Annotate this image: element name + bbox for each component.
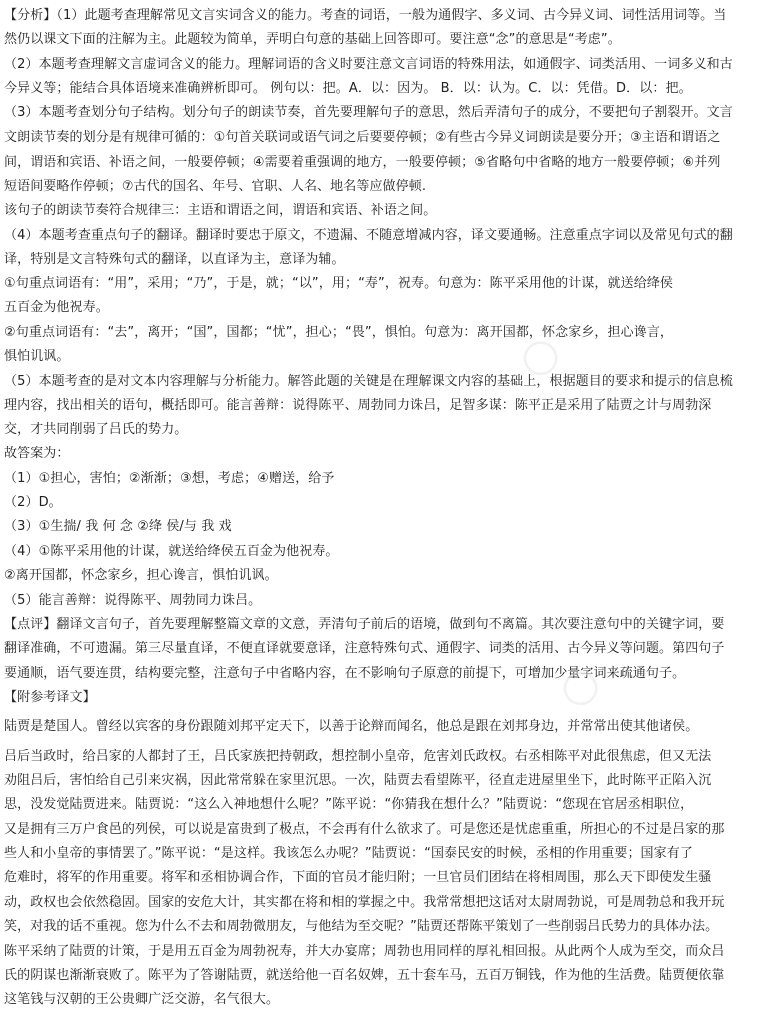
text-line: 动，政权也会依然稳固。国家的安危大计，其实都在将和相的掌握之中。我常常想把这话对太尉周勃说，可是周勃总和我开玩: [4, 895, 725, 910]
text-line: 些人和小皇帝的事情罢了。”陈平说：“是这样。我该怎么办呢？”陆贾说：“国泰民安的时候，丞相的作用重要；国家有了: [4, 846, 693, 861]
text-line: 惧怕讥讽。: [4, 349, 70, 364]
text-line: 译，特别是文言特殊句式的翻译，以直译为主，意译为辅。: [4, 252, 345, 267]
text-line: 交，才共同削弱了吕氏的势力。: [4, 422, 188, 437]
text-line: （2）本题考查理解文言虚词含义的能力。理解词语的含义时要注意文言词语的特殊用法，如通假字、词类活用、一词多义和古: [4, 57, 733, 72]
text-line: 要通顺，语气要连贯，结构要完整，注意句子中省略内容，在不影响句子原意的前提下，可增加少量字词来疏通句子。: [4, 666, 686, 681]
text-line: （1）①担心，害怕；②渐渐；③想，考虑；④赠送，给予: [4, 471, 335, 486]
text-line: （4）①陈平采用他的计谋，就送给绛侯五百金为他祝寿。: [4, 544, 339, 559]
text-line: 氏的阴谋也渐渐衰败了。陈平为了答谢陆贾，就送给他一百名奴婢，五十套车马，五百万铜钱，作为他的生活费。陆贾便依靠: [4, 968, 725, 983]
text-line: 笑，对我的话不重视。您为什么不去和周勃微朋友，与他结为至交呢？”陆贾还帮陈平策划了一些削弱吕氏势力的具体办法。: [4, 919, 719, 934]
text-line: 思，没发觉陆贾进来。陆贾说：“这么入神地想什么呢？”陈平说：“你猜我在想什么？”陆贾说：“您现在官居丞相职位，: [4, 797, 694, 812]
text-line: 【附参考译文】: [4, 690, 96, 705]
text-line: 危难时，将军的作用重要。将军和丞相协调合作，下面的官员才能归附；一旦官员们团结在将相周围，那么天下即使发生骚: [4, 870, 712, 885]
text-line: （2）D。: [4, 495, 62, 510]
watermark-mark: ○: [550, 653, 609, 718]
text-line: 然仍以课文下面的注解为主。此题较为简单，弄明白句意的基础上回答即可。要注意“念”的意思是“考虑”。: [4, 32, 621, 47]
text-line: 五百金为他祝寿。: [4, 300, 109, 315]
text-line: 理内容，找出相关的语句，概括即可。能言善辩：说得陈平、周勃同力诛吕，足智多谋：陈平正是采用了陆贾之计与周勃深: [4, 398, 712, 413]
text-line: 【点评】翻译文言句子，首先要理解整篇文章的文意，弄清句子前后的语境，做到句不离篇。其次要注意句中的关键字词，要: [4, 617, 725, 632]
text-line: 又是拥有三万户食邑的列侯，可以说是富贵到了极点，不会再有什么欲求了。可是您还是忧虑重重，所担心的不过是吕家的那: [4, 822, 725, 837]
text-line: 该句子的朗读节奏符合规律三：主语和谓语之间，谓语和宾语、补语之间。: [4, 203, 437, 218]
text-line: （5）本题考查的是对文本内容理解与分析能力。解答此题的关键是在理解课文内容的基础上，根据题目的要求和提示的信息梳: [4, 374, 733, 389]
text-line: ②句重点词语有：“去”，离开；“国”，国都；“忧”，担心；“畏”，惧怕。句意为：离开国都，怀念家乡，担心谗言，: [4, 325, 674, 340]
text-line: 翻译准确，不可遗漏。第三尽量直译，不便直译就要意译，注意特殊句式、通假字、词类的活用、古今异义等问题。第四句子: [4, 641, 725, 656]
text-line: （3）①生揣/ 我 何 念 ②绛 侯/与 我 戏: [4, 519, 232, 534]
text-line: 陈平采纳了陆贾的计策，于是用五百金为周勃祝寿，并大办宴席；周勃也用同样的厚礼相回报。从此两个人成为至交，而众吕: [4, 944, 725, 959]
text-line: 这笔钱与汉朝的王公贵卿广泛交游，名气很大。: [4, 992, 280, 1007]
text-line: 【分析】（1）此题考查理解常见文言实词含义的能力。考查的词语，一般为通假字、多义词、古今异义词、词性活用词等。当: [4, 8, 727, 23]
text-line: ①句重点词语有：“用”，采用；“乃”，于是，就；“以”，用；“寿”，祝寿。句意为：陈平采用他的计谋，就送给绛侯: [4, 276, 674, 291]
text-line: （3）本题考查划分句子结构。划分句子的朗读节奏，首先要理解句子的意思，然后弄清句子的成分，不要把句子割裂开。文言: [4, 105, 733, 120]
text-line: 劝阻吕后，害怕给自己引来灾祸，因此常常躲在家里沉思。一次，陆贾去看望陈平，径直走进屋里坐下，此时陈平正陷入沉: [4, 773, 712, 788]
text-line: 陆贾是楚国人。曾经以宾客的身份跟随刘邦平定天下，以善于论辩而闻名，他总是跟在刘邦身边，并常常出使其他诸侯。: [4, 719, 699, 734]
text-line: 短语间要略作停顿；⑦古代的国名、年号、官职、人名、地名等应做停顿.: [4, 179, 427, 194]
text-line: 今异义等；能结合具体语境来准确辨析即可。 例句以：把。A．以：因为。 B．以：认为。C．以：凭借。D．以：把。: [4, 81, 692, 96]
text-line: 故答案为：: [4, 446, 70, 461]
text-line: （5）能言善辩：说得陈平、周勃同力诛吕。: [4, 593, 262, 608]
text-line: 间，谓语和宾语、补语之间，一般要停顿；④需要着重强调的地方，一般要停顿；⑤省略句中省略的地方一般要停顿；⑥并列: [4, 155, 721, 170]
text-line: （4）本题考查重点句子的翻译。翻译时要忠于原文，不遗漏、不随意增减内容，译文要通畅。注意重点字词以及常见句式的翻: [4, 228, 733, 243]
text-line: 文朗读节奏的划分是有规律可循的：①句首关联词或语气词之后要要停顿；②有些古今异义词朗读是要分开；③主语和谓语之: [4, 130, 721, 145]
watermark-mark: ○: [510, 323, 569, 388]
text-line: 吕后当政时，给吕家的人都封了王，吕氏家族把持朝政，想控制小皇帝，危害刘氏政权。右丞相陈平对此很焦虑，但又无法: [4, 749, 712, 764]
text-line: ②离开国都，怀念家乡，担心谗言，惧怕讥讽。: [4, 568, 278, 583]
